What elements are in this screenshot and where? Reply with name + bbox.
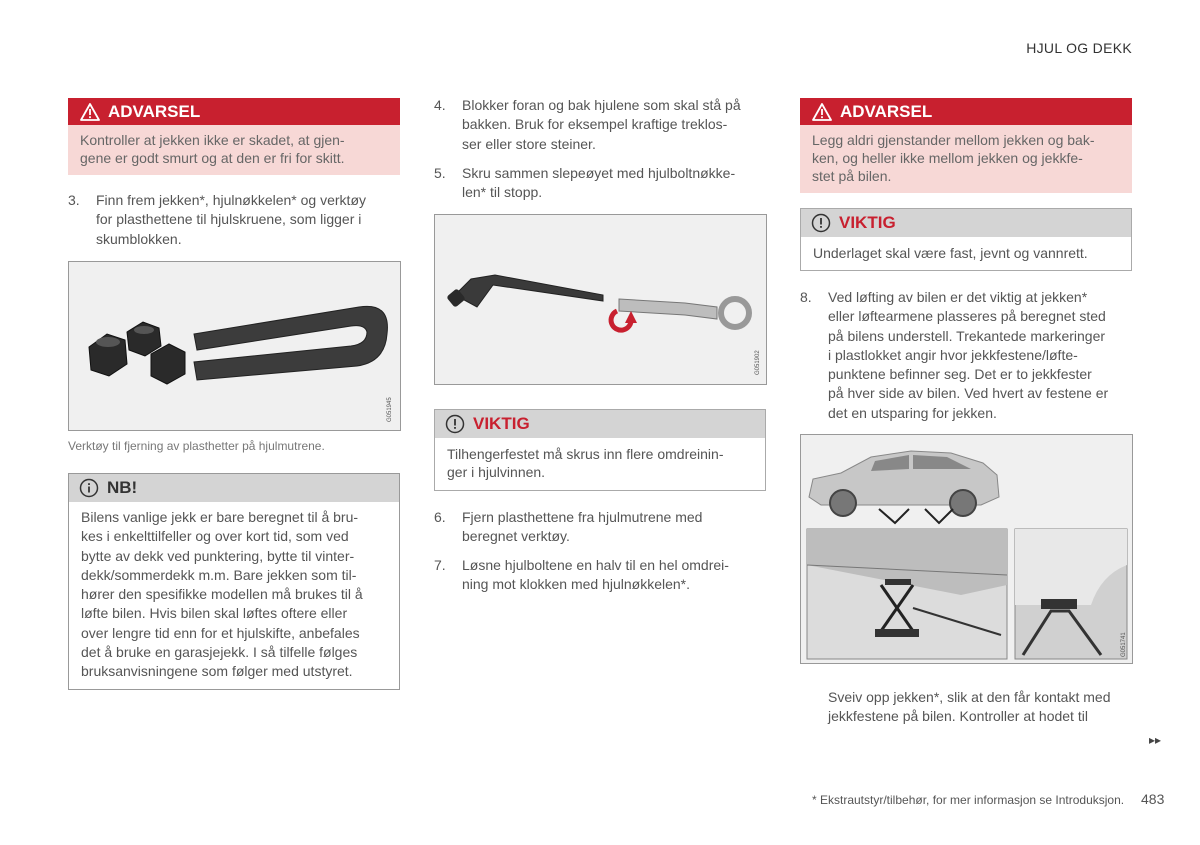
important-text: Tilhengerfestet må skrus inn flere omdreinin- ger i hjulvinnen. <box>447 446 724 480</box>
important-header <box>435 410 765 438</box>
important-text: Underlaget skal være fast, jevnt og vannrett. <box>813 245 1088 261</box>
page-number: 483 <box>1141 791 1165 807</box>
important-box-tow <box>434 409 766 491</box>
exclamation-circle-icon <box>445 414 465 434</box>
exclamation-circle-icon <box>811 213 831 233</box>
warning-text: Kontroller at jekken ikke er skadet, at gjen- gene er godt smurt og at den er fri for skitt. <box>68 125 400 175</box>
step-number: 3. <box>68 192 80 208</box>
figure-code: G051741 <box>1121 632 1127 657</box>
next-page-arrow-icon: ▸▸ <box>1149 733 1162 747</box>
note-header <box>69 474 399 502</box>
figure-cap-tools <box>68 261 401 431</box>
footnote: * Ekstrautstyr/tilbehør, for mer informasjon se Introduksjon. <box>812 793 1125 807</box>
warning-triangle-icon <box>812 103 832 121</box>
warning-header <box>800 98 1132 125</box>
info-icon <box>79 478 99 498</box>
warning-title: ADVARSEL <box>840 101 933 121</box>
plastic-cap-tool-illustration <box>69 262 400 430</box>
important-title: VIKTIG <box>473 414 530 433</box>
note-box <box>68 473 400 690</box>
figure-tow-eye <box>434 214 767 385</box>
important-header <box>801 209 1131 237</box>
note-title: NB! <box>107 478 138 497</box>
note-text: Bilens vanlige jekk er bare beregnet til å bru- kes i enkelttilfeller og over kort tid, som ved bytte av dekk ved punktering, bytte til vinter- dekk/sommerdekk m.m. Bare jekken som til- hører den spesifikke modellen må brukes til å løfte bilen. Hvis bilen skal løftes oftere eller over lengre tid enn for et hjulskifte, anbefales det å bruke en garasjejekk. I så tilfelle følges bruksanvisningene som følger med utstyret. <box>81 509 363 680</box>
section-title: HJUL OG DEKK <box>1026 40 1132 56</box>
warning-triangle-icon <box>80 103 100 121</box>
important-title: VIKTIG <box>839 213 896 232</box>
tow-eye-wrench-illustration <box>435 215 766 384</box>
car-jack-illustration <box>801 435 1132 663</box>
figure-jack-points <box>800 434 1133 664</box>
warning-text: Legg aldri gjenstander mellom jekken og bak- ken, og heller ikke mellom jekken og jekkfe- stet på bilen. <box>800 125 1132 193</box>
warning-box-objects <box>800 98 1132 193</box>
step-text: Finn frem jekken*, hjulnøkkelen* og verktøy for plasthettene til hjulskruene, som ligger i skumblokken. <box>96 192 366 247</box>
warning-header <box>68 98 400 125</box>
figure-caption: Verktøy til fjerning av plasthetter på hjulmutrene. <box>68 439 325 453</box>
important-box-ground <box>800 208 1132 271</box>
warning-box-jack <box>68 98 400 175</box>
figure-code: G051945 <box>387 397 393 422</box>
figure-code: G051902 <box>755 350 761 375</box>
warning-title: ADVARSEL <box>108 101 201 121</box>
